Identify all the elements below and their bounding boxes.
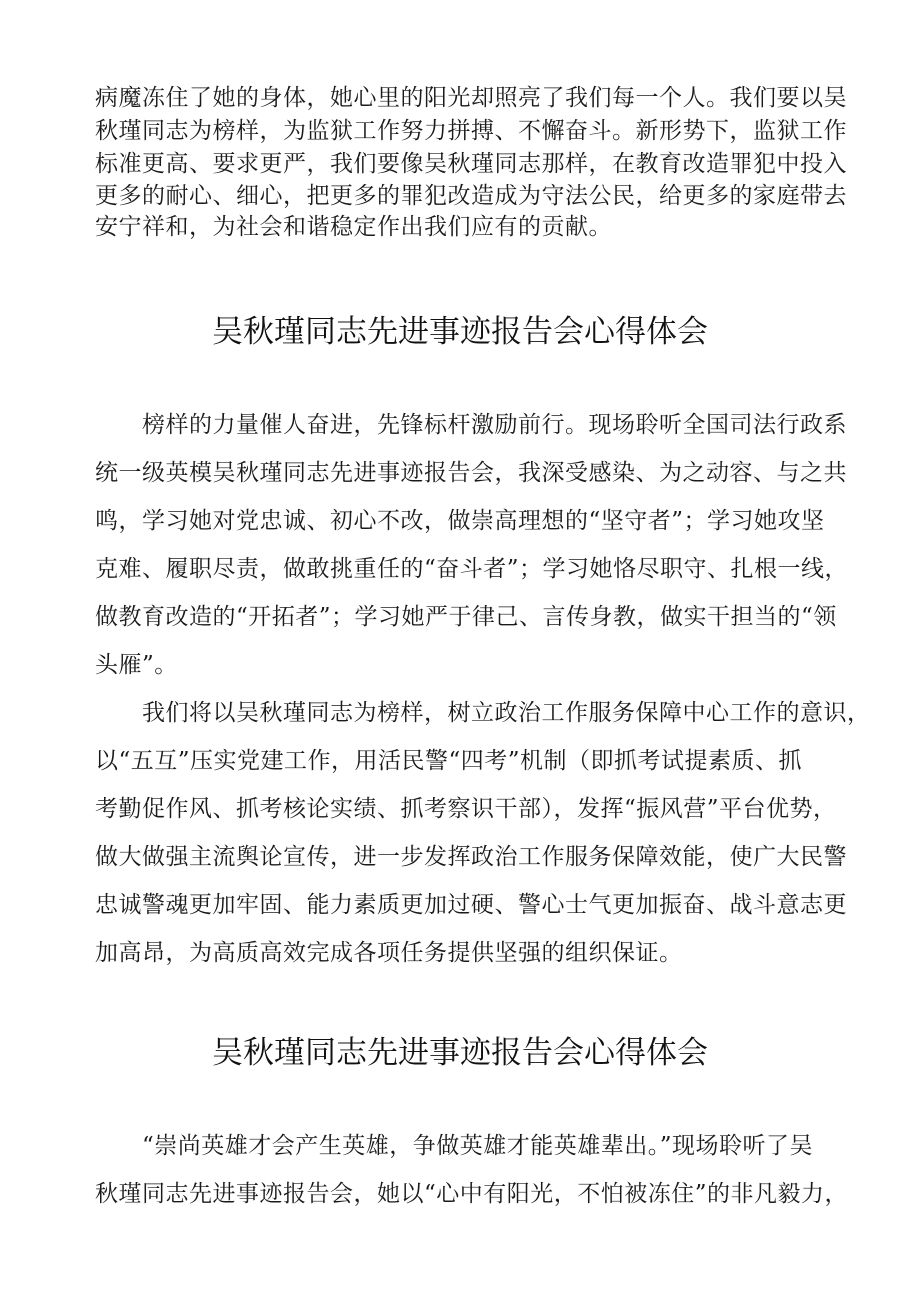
text-line: 加高昂，为高质高效完成各项任务提供坚强的组织保证。 <box>95 940 683 966</box>
text-line: 做大做强主流舆论宣传，进一步发挥政治工作服务保障效能，使广大民警 <box>95 844 847 870</box>
section-title: 吴秋瑾同志先进事迹报告会心得体会 <box>212 1035 708 1071</box>
text-line: 榜样的力量催人奋进，先锋标杆激励前行。现场聆听全国司法行政系 <box>142 412 847 438</box>
text-line: 头雁”。 <box>95 652 178 678</box>
text-line: 考勤促作风、抓考核论实绩、抓考察识干部），发挥“振风营”平台优势， <box>95 796 837 822</box>
text-line: 统一级英模吴秋瑾同志先进事迹报告会，我深受感染、为之动容、与之共 <box>95 460 847 486</box>
text-line: 鸣，学习她对党忠诚、初心不改，做崇高理想的“坚守者”；学习她攻坚 <box>95 508 825 534</box>
text-line: 做教育改造的“开拓者”；学习她严于律己、言传身教，做实干担当的“领 <box>95 604 837 630</box>
text-line: 病魔冻住了她的身体，她心里的阳光却照亮了我们每一个人。我们要以吴 <box>95 85 847 111</box>
text-line: 安宁祥和，为社会和谐稳定作出我们应有的贡献。 <box>95 214 612 240</box>
text-line: 忠诚警魂更加牢固、能力素质更加过硬、警心士气更加振奋、战斗意志更 <box>95 892 847 918</box>
text-line: 以“五互”压实党建工作，用活民警“四考”机制（即抓考试提素质、抓 <box>95 748 803 774</box>
text-line: 秋瑾同志为榜样，为监狱工作努力拼搏、不懈奋斗。新形势下，监狱工作 <box>95 118 847 144</box>
section-title: 吴秋瑾同志先进事迹报告会心得体会 <box>212 314 708 350</box>
text-line: 克难、履职尽责，做敢挑重任的“奋斗者”；学习她恪尽职守、扎根一线， <box>95 556 849 582</box>
text-line: “崇尚英雄才会产生英雄，争做英雄才能英雄辈出。”现场聆听了吴 <box>142 1133 814 1159</box>
text-line: 我们将以吴秋瑾同志为榜样，树立政治工作服务保障中心工作的意识， <box>142 700 871 726</box>
text-line: 秋瑾同志先进事迹报告会，她以“心中有阳光，不怕被冻住”的非凡毅力， <box>95 1181 849 1207</box>
text-line: 标准更高、要求更严，我们要像吴秋瑾同志那样，在教育改造罪犯中投入 <box>95 151 847 177</box>
text-line: 更多的耐心、细心，把更多的罪犯改造成为守法公民，给更多的家庭带去 <box>95 183 847 209</box>
